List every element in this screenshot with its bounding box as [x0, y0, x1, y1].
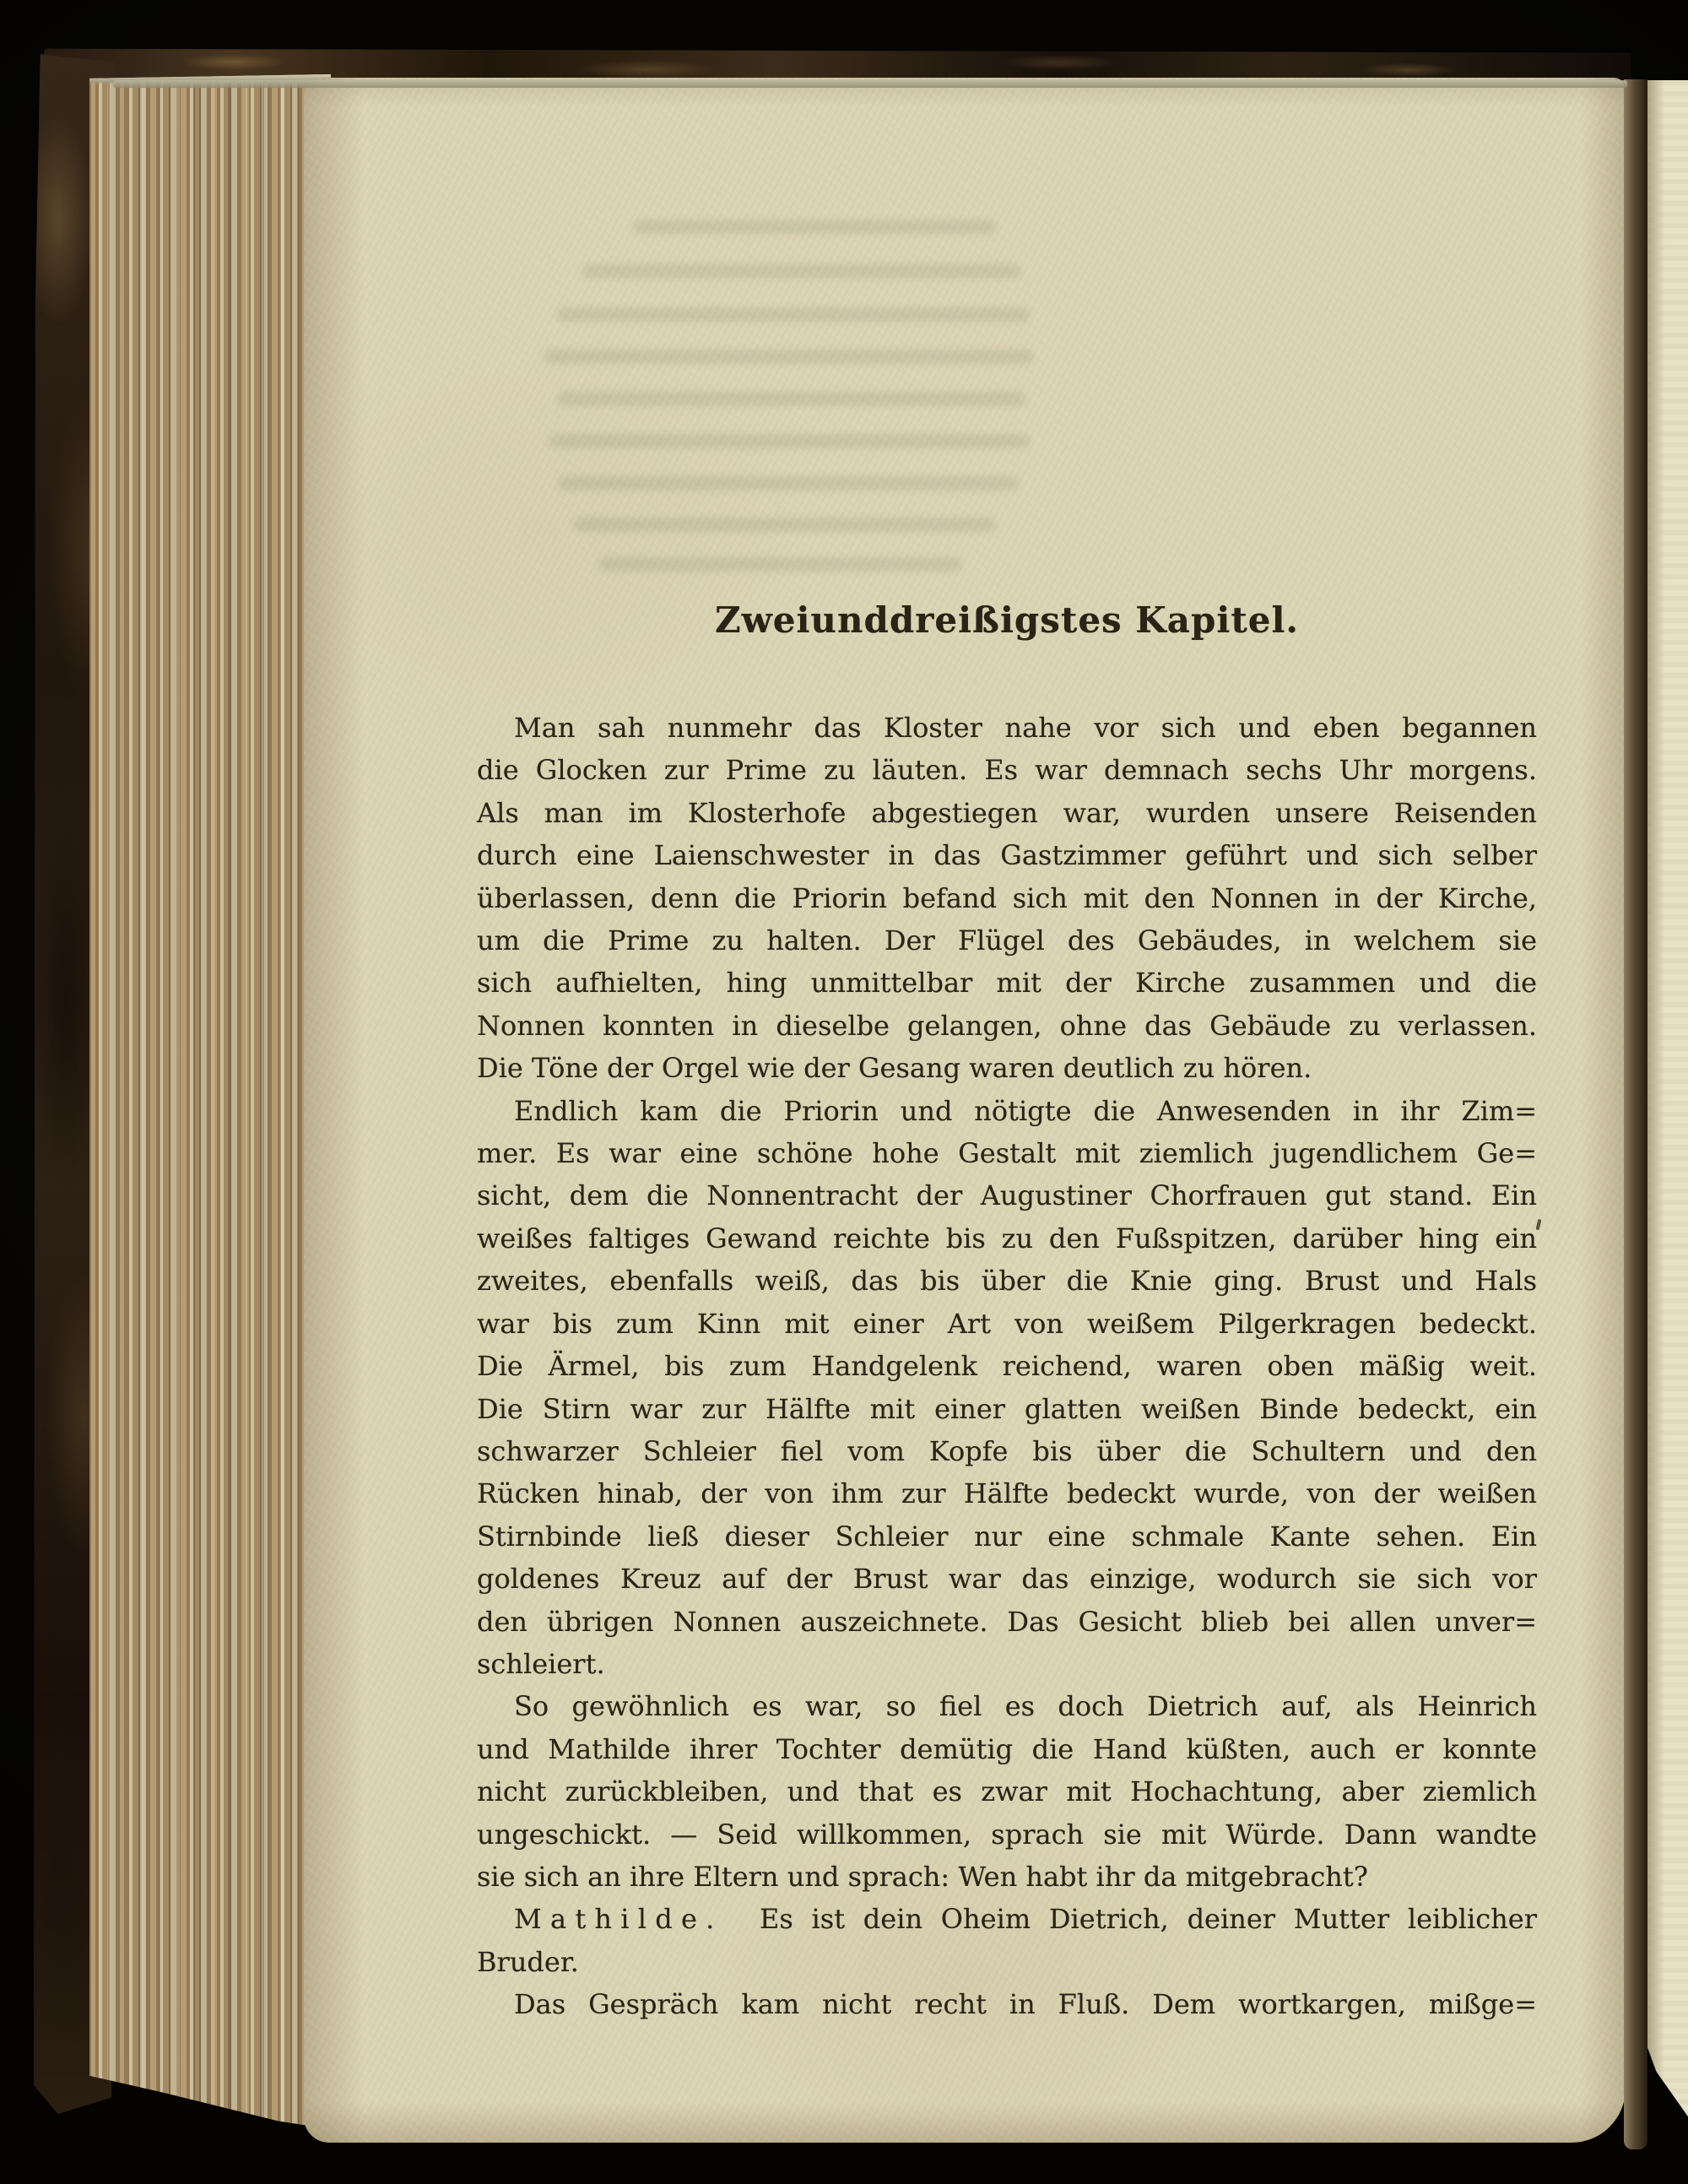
text-line: weißes faltiges Gewand reichte bis zu den Fußspitzen, darüber hing ein — [477, 1222, 1537, 1255]
text-line: schleiert. — [477, 1647, 605, 1680]
text-line: Mathilde. Es ist dein Oheim Dietrich, deiner Mutter leiblicher — [514, 1903, 1537, 1936]
bleedthrough-text-ghost — [557, 307, 1030, 322]
text-line: und Mathilde ihrer Tochter demütig die Hand küßten, auch er konnte — [477, 1732, 1537, 1765]
text-line: überlassen, denn die Priorin befand sich mit den Nonnen in der Kirche, — [477, 881, 1537, 914]
bleedthrough-text-ghost — [559, 476, 1019, 490]
text-line: Als man im Klosterhofe abgestiegen war, wurden unsere Reisenden — [477, 796, 1537, 829]
text-line: Nonnen konnten in dieselbe gelangen, ohne das Gebäude zu verlassen. — [477, 1009, 1537, 1042]
chapter-title: Zweiunddreißigstes Kapitel. — [714, 599, 1300, 641]
text-line: Man sah nunmehr das Kloster nahe vor sich und eben begannen — [514, 712, 1537, 744]
bleedthrough-text-ghost — [582, 264, 1021, 279]
bleedthrough-text-ghost — [549, 434, 1030, 448]
text-line: Bruder. — [477, 1945, 579, 1978]
text-line: sie sich an ihre Eltern und sprach: Wen habt ihr da mitgebracht? — [477, 1860, 1368, 1893]
bleedthrough-text-ghost — [557, 392, 1026, 406]
text-block — [477, 599, 1537, 2026]
text-line: um die Prime zu halten. Der Flügel des Gebäudes, in welchem sie — [477, 924, 1537, 957]
text-line: zweites, ebenfalls weiß, das bis über die Knie ging. Brust und Hals — [477, 1265, 1537, 1298]
text-line: sicht, dem die Nonnentracht der Augustiner Chorfrauen gut stand. Ein — [477, 1179, 1537, 1212]
text-line: Das Gespräch kam nicht recht in Fluß. Dem wortkargen, mißge= — [514, 1988, 1537, 2021]
text-line: Die Ärmel, bis zum Handgelenk reichend, waren oben mäßig weit. — [477, 1350, 1537, 1383]
text-line: war bis zum Kinn mit einer Art von weißem Pilgerkragen bedeckt. — [477, 1307, 1537, 1340]
text-line: sich aufhielten, hing unmittelbar mit der Kirche zusammen und die — [477, 967, 1537, 1000]
text-line: die Glocken zur Prime zu läuten. Es war demnach sechs Uhr morgens. — [477, 754, 1537, 787]
text-line: nicht zurückbleiben, und that es zwar mit Hochachtung, aber ziemlich — [477, 1775, 1537, 1808]
text-line: durch eine Laienschwester in das Gastzimmer geführt und sich selber — [477, 839, 1537, 872]
adjacent-page-edge — [1647, 80, 1688, 2116]
text-line: Endlich kam die Priorin und nötigte die Anwesenden in ihr Zim= — [514, 1094, 1537, 1127]
text-line: goldenes Kreuz auf der Brust war das einzige, wodurch sie sich vor — [477, 1563, 1537, 1596]
bleedthrough-text-ghost — [574, 518, 996, 532]
bleedthrough-text-ghost — [599, 557, 962, 572]
fraktur-body-text — [477, 707, 1537, 2026]
book-page — [304, 78, 1626, 2143]
text-line: schwarzer Schleier fiel vom Kopfe bis über die Schultern und den — [477, 1434, 1537, 1467]
text-line: So gewöhnlich es war, so fiel es doch Dietrich auf, als Heinrich — [514, 1690, 1537, 1723]
text-line: Rücken hinab, der von ihm zur Hälfte bedeckt wurde, von der weißen — [477, 1477, 1537, 1510]
text-line: Stirnbinde ließ dieser Schleier nur eine schmale Kante sehen. Ein — [477, 1520, 1537, 1553]
text-line: Die Stirn war zur Hälfte mit einer glatten weißen Binde bedeckt, ein — [477, 1392, 1537, 1425]
bleedthrough-text-ghost — [633, 219, 996, 234]
speaker-name: Mathilde. — [514, 1903, 723, 1936]
page-edges-stack — [89, 74, 331, 2129]
page-top-edge — [113, 80, 1627, 88]
text-line: mer. Es war eine schöne hohe Gestalt mit ziemlich jugendlichem Ge= — [477, 1137, 1537, 1170]
text-line: den übrigen Nonnen auszeichnete. Das Gesicht blieb bei allen unver= — [477, 1605, 1537, 1638]
bleedthrough-text-ghost — [544, 350, 1034, 364]
text-line: ungeschickt. — Seid willkommen, sprach sie mit Würde. Dann wandte — [477, 1818, 1537, 1851]
text-line: Die Töne der Orgel wie der Gesang waren deutlich zu hören. — [477, 1052, 1312, 1085]
page-gutter-shadow — [1624, 79, 1647, 2149]
